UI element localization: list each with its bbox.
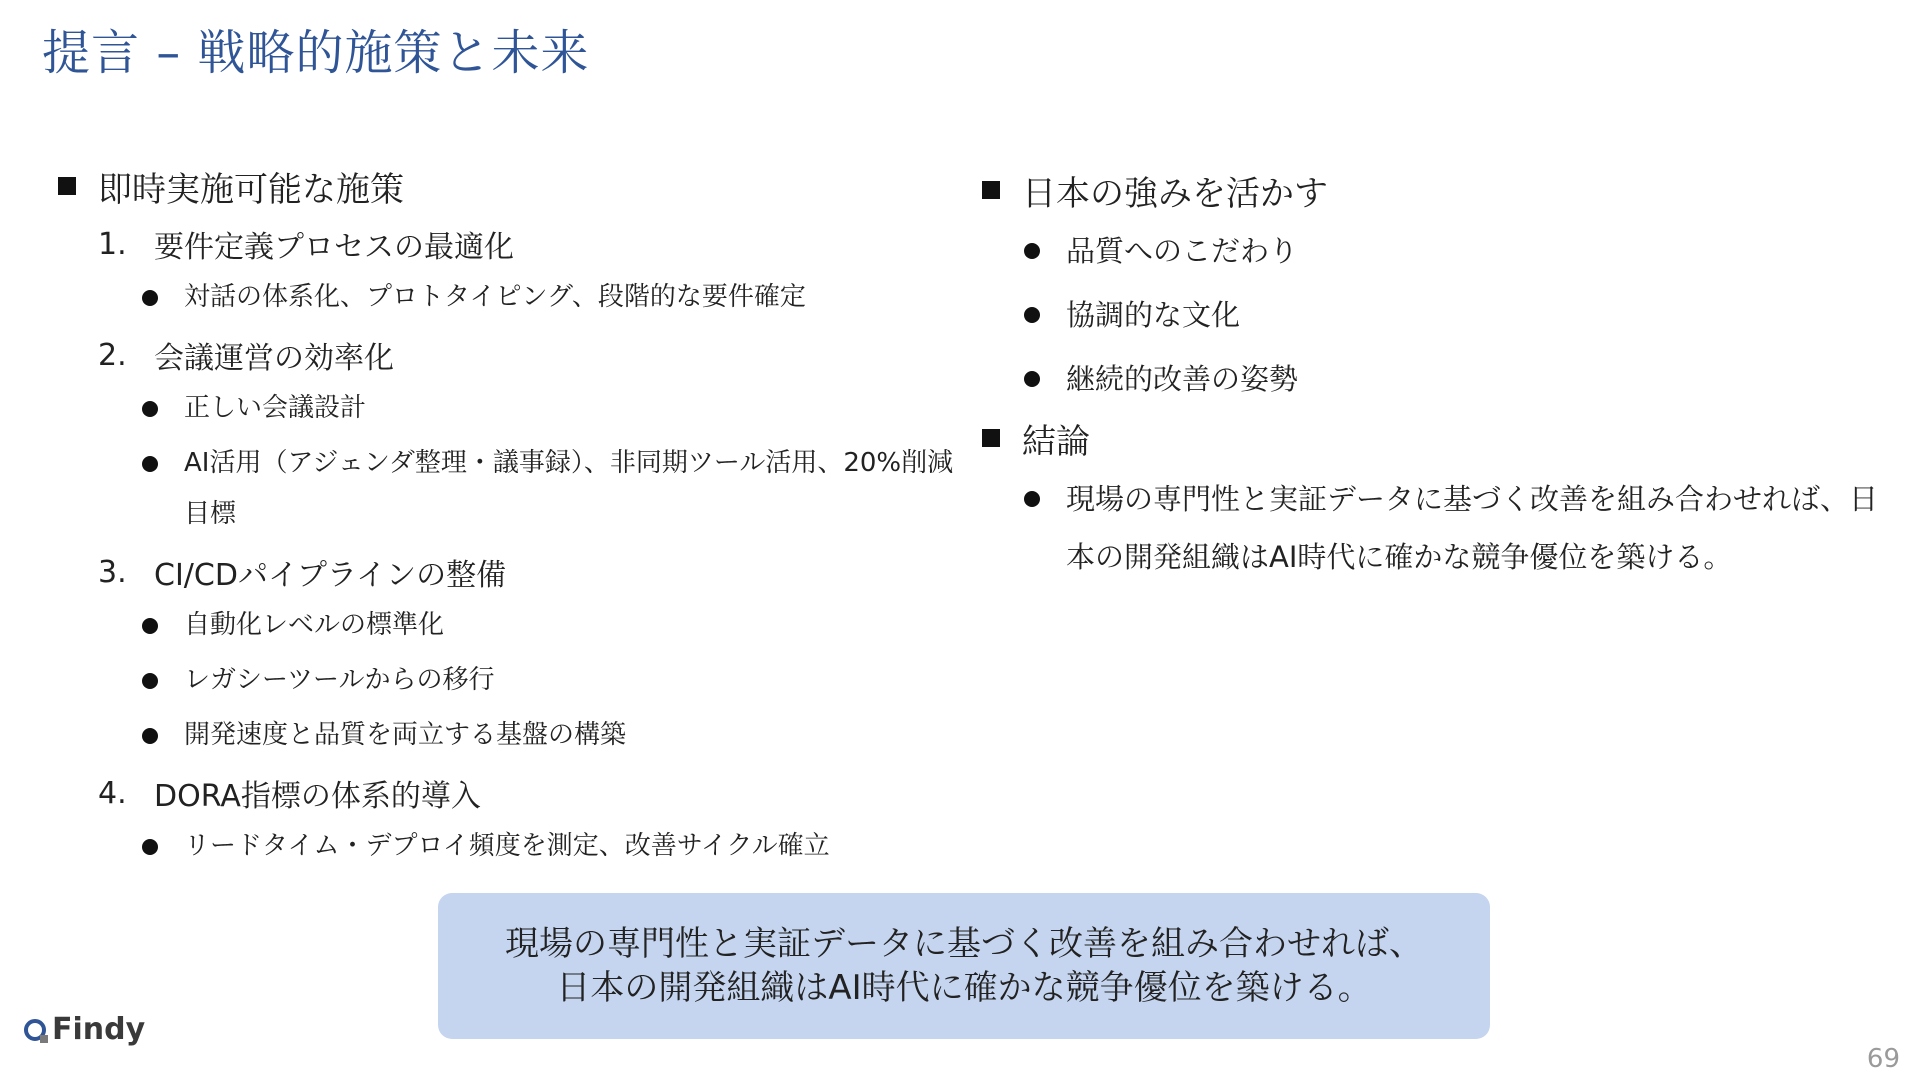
sub-item-text: リードタイム・デプロイ頻度を測定、改善サイクル確立 xyxy=(184,831,830,861)
square-bullet-icon xyxy=(982,181,1000,199)
sub-item-text: レガシーツールからの移行 xyxy=(184,665,495,695)
section-heading-strengths xyxy=(982,164,1882,216)
dot-bullet-icon xyxy=(1024,491,1040,507)
strength-item xyxy=(1024,222,1882,280)
dot-bullet-icon xyxy=(142,839,158,855)
dot-bullet-icon xyxy=(142,728,158,744)
numbered-item-1 xyxy=(98,220,938,268)
sub-item xyxy=(142,383,938,434)
page-number: 69 xyxy=(1866,1044,1900,1074)
left-column xyxy=(58,160,954,872)
findy-logo xyxy=(24,1012,145,1047)
right-column xyxy=(982,160,1882,586)
numbered-item-3 xyxy=(98,548,938,596)
sub-item xyxy=(142,821,938,872)
conclusion-item xyxy=(1024,470,1904,586)
sub-item xyxy=(142,272,938,323)
sub-item-text: 正しい会議設計 xyxy=(184,393,367,423)
item-number: 4. xyxy=(98,775,127,811)
section-heading-immediate xyxy=(58,160,938,212)
dot-bullet-icon xyxy=(142,618,158,634)
item-label: 会議運営の効率化 xyxy=(154,341,394,376)
sub-item xyxy=(142,655,938,706)
sub-item xyxy=(142,710,938,761)
sub-item-text: 自動化レベルの標準化 xyxy=(184,610,445,640)
dot-bullet-icon xyxy=(1024,243,1040,259)
section-heading-text: 日本の強みを活かす xyxy=(1022,173,1328,214)
item-number: 2. xyxy=(98,337,127,373)
strength-item xyxy=(1024,286,1882,344)
findy-logo-icon xyxy=(24,1019,46,1041)
sub-item-text: 開発速度と品質を両立する基盤の構築 xyxy=(184,720,627,750)
section-heading-conclusion xyxy=(982,412,1882,464)
item-label: CI/CDパイプラインの整備 xyxy=(154,558,507,593)
section-heading-text: 結論 xyxy=(1022,421,1090,462)
dot-bullet-icon xyxy=(142,401,158,417)
summary-line-2: 日本の開発組織はAI時代に確かな競争優位を築ける。 xyxy=(556,968,1372,1008)
dot-bullet-icon xyxy=(142,456,158,472)
numbered-item-4 xyxy=(98,769,938,817)
item-label: DORA指標の体系的導入 xyxy=(154,779,481,814)
numbered-item-2 xyxy=(98,331,938,379)
logo-text: Findy xyxy=(52,1012,146,1047)
strength-item xyxy=(1024,350,1882,408)
dot-bullet-icon xyxy=(1024,371,1040,387)
sub-item xyxy=(142,438,972,540)
dot-bullet-icon xyxy=(142,673,158,689)
conclusion-text: 現場の専門性と実証データに基づく改善を組み合わせれば、日本の開発組織はAI時代に確かな競争優位を築ける。 xyxy=(1066,482,1879,574)
slide-title: 提言 – 戦略的施策と未来 xyxy=(42,25,590,81)
sub-item xyxy=(142,600,938,651)
summary-callout xyxy=(438,893,1490,1039)
sub-item-text: AI活用（アジェンダ整理・議事録）、非同期ツール活用、20%削減目標 xyxy=(184,448,954,529)
item-number: 3. xyxy=(98,554,127,590)
summary-line-1: 現場の専門性と実証データに基づく改善を組み合わせれば、 xyxy=(505,924,1423,964)
square-bullet-icon xyxy=(58,177,76,195)
dot-bullet-icon xyxy=(1024,307,1040,323)
item-label: 要件定義プロセスの最適化 xyxy=(154,230,514,265)
section-heading-text: 即時実施可能な施策 xyxy=(98,169,404,210)
sub-item-text: 対話の体系化、プロトタイピング、段階的な要件確定 xyxy=(184,282,806,312)
strength-text: 協調的な文化 xyxy=(1066,298,1241,332)
square-bullet-icon xyxy=(982,429,1000,447)
strength-text: 品質へのこだわり xyxy=(1066,234,1299,268)
strength-text: 継続的改善の姿勢 xyxy=(1066,362,1299,396)
item-number: 1. xyxy=(98,226,127,262)
dot-bullet-icon xyxy=(142,290,158,306)
